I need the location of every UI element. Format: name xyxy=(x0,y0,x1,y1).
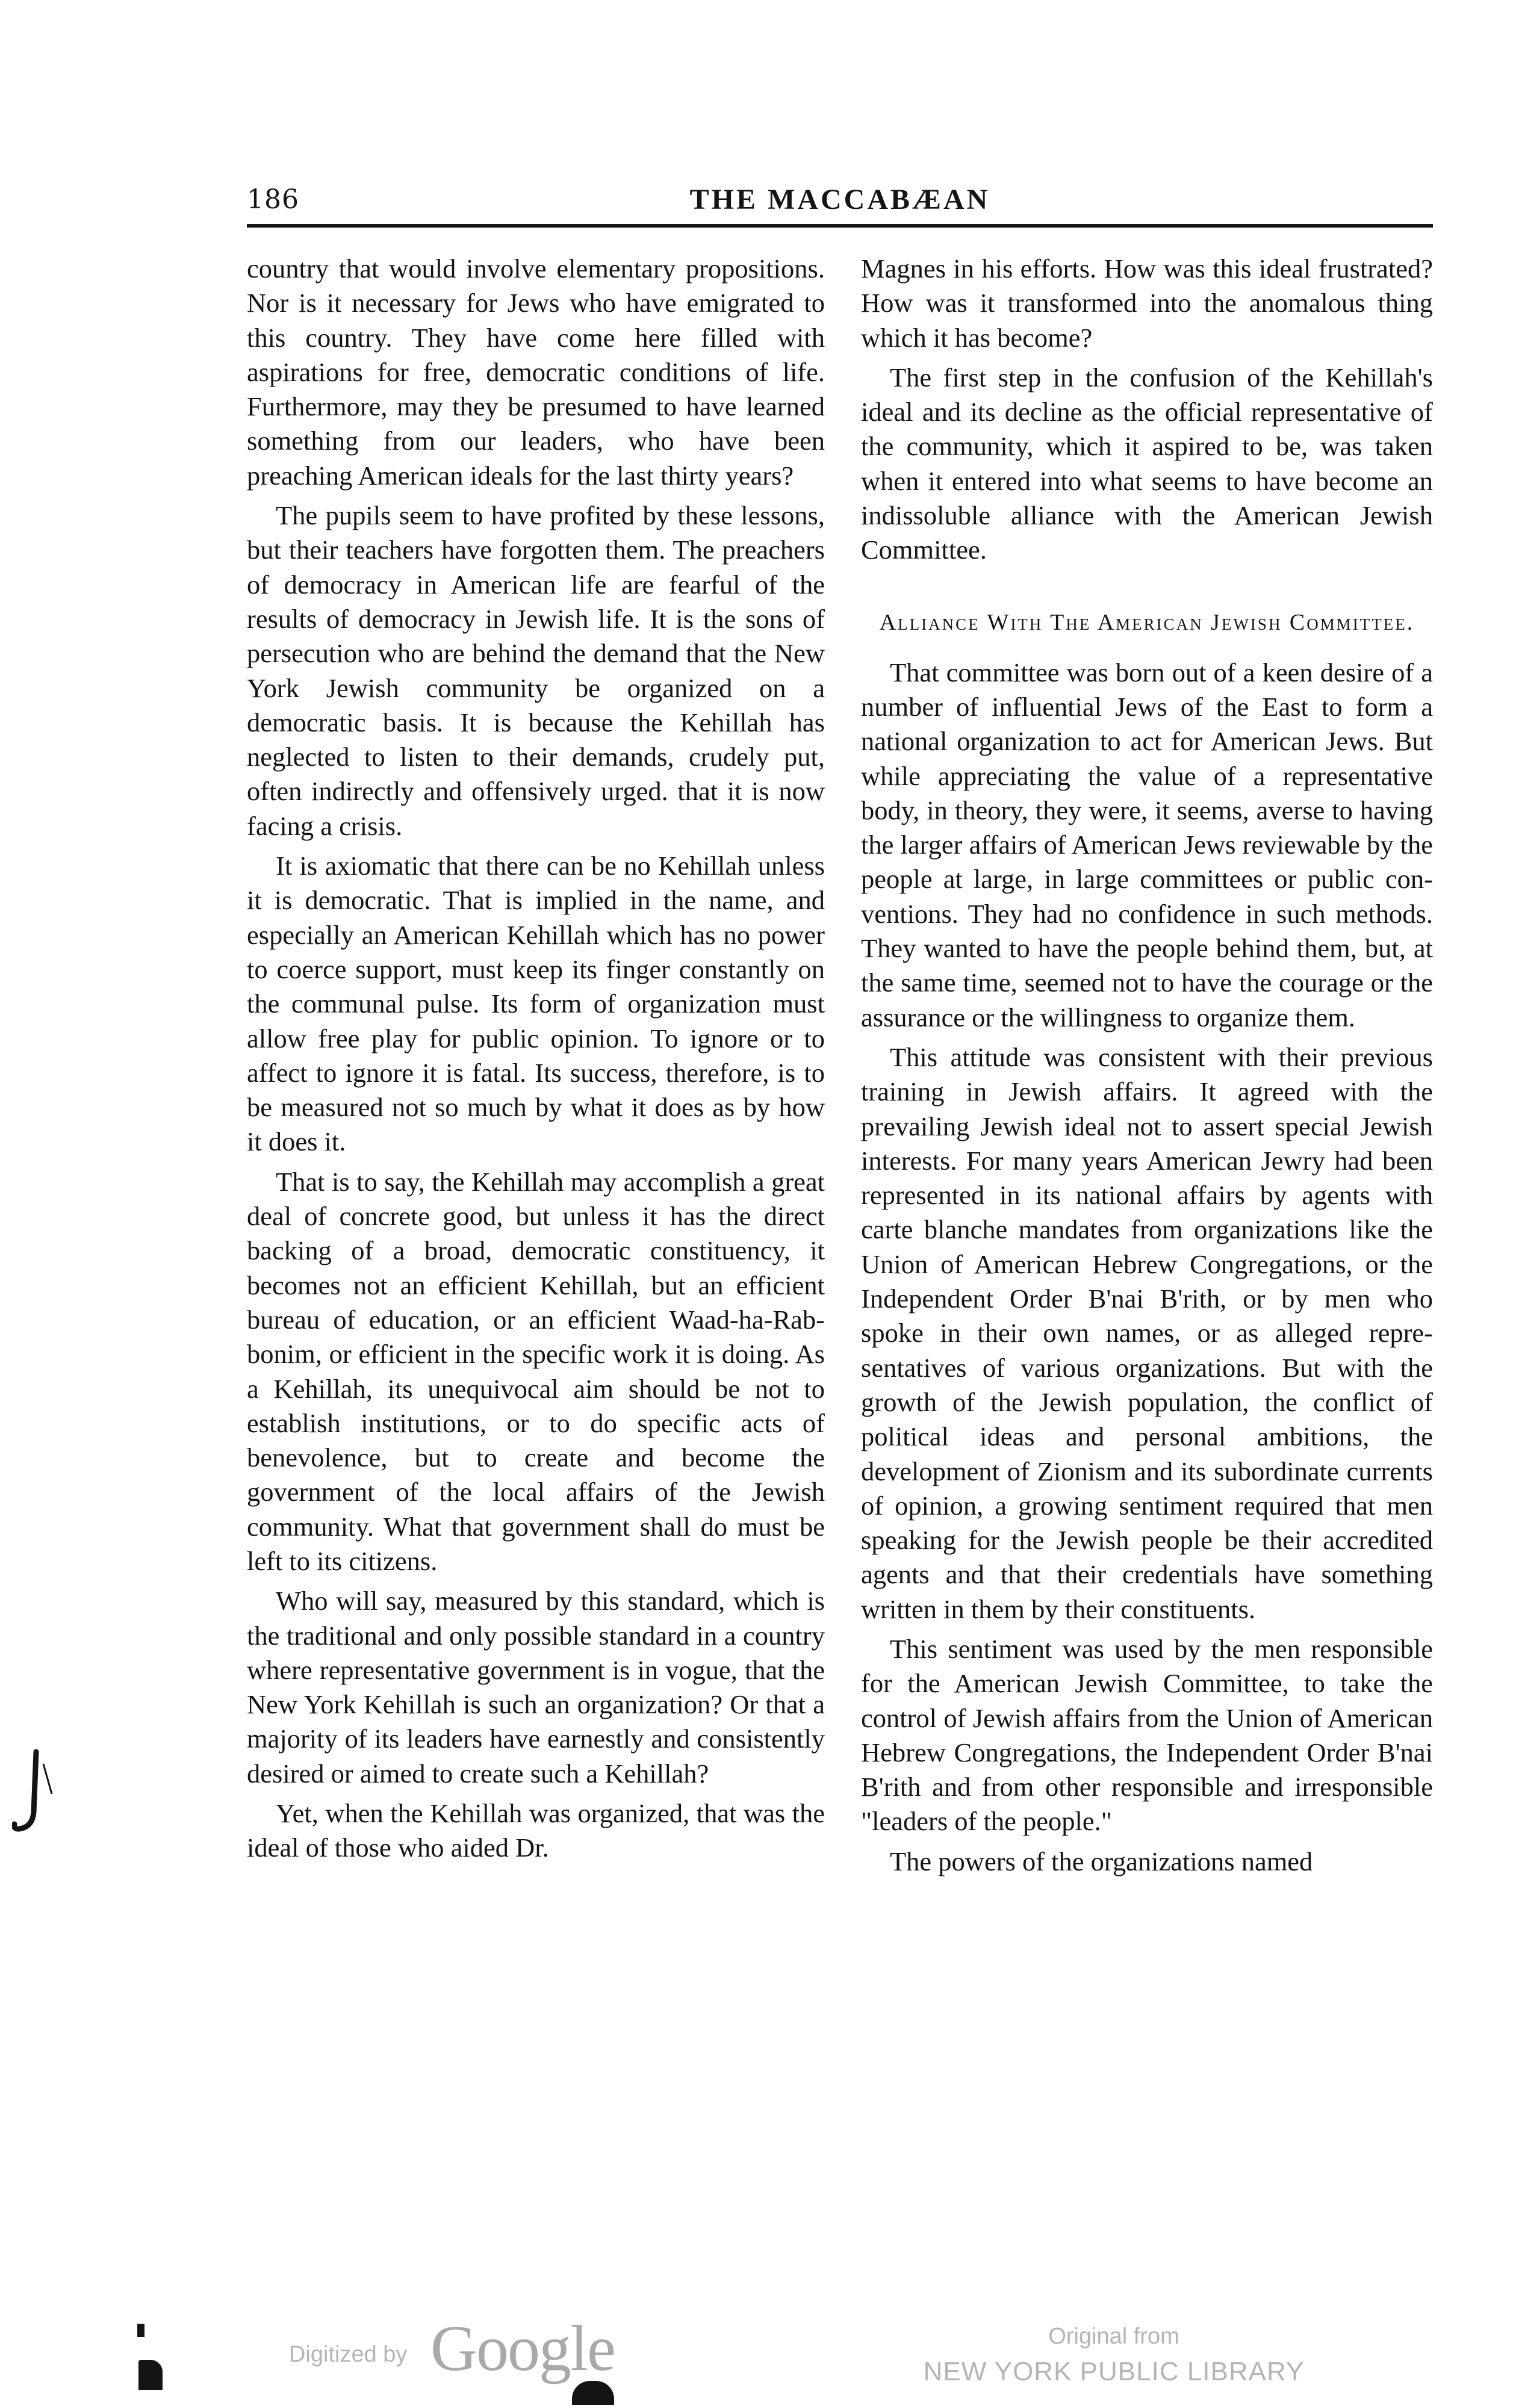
page-number: 186 xyxy=(247,184,299,215)
paragraph: country that would involve elementary propositions. Nor is it necessary for Jews who have emigrated to this country. They have come here filled with aspirations for free, democratic conditions of life. Furthermore, may they be presumed to have learned something from our leaders, who have been preaching American ideals for the last thirty years? xyxy=(247,253,825,491)
paragraph: Magnes in his efforts. How was this ideal frustrated? How was it transformed into the anomalous thing which it has become? xyxy=(861,253,1433,353)
right-column xyxy=(861,252,1433,1884)
paragraph: It is axiomatic that there can be no Kehillah unless it is democratic. That is implied in the name, and especially an American Kehillah which has no power to coerce support, must keep its finger constantly on the communal pulse. Its form of organization must allow free play for public opinion. To ignore or to affect to ignore it is fatal. Its success, therefore, is to be measured not so much by what it does as by how it does it. xyxy=(247,851,825,1157)
library-name: NEW YORK PUBLIC LIBRARY xyxy=(923,2357,1305,2386)
header-rule xyxy=(247,224,1433,228)
paragraph: That committee was born out of a keen desire of a number of influential Jews of the East to form a national organization to act for American Jews. But while appreciating the value of a representative body, in theory, they were, it seems, averse to having the larger affairs of American Jews reviewable by the people at large, in large committees or public conventions. They had no confidence in such methods. They wanted to have the people behind them, but, at the same time, seemed not to have the courage or the assurance or the willingness to organize them. xyxy=(861,657,1433,1032)
left-column xyxy=(247,252,825,1871)
paragraph: The first step in the confusion of the Kehillah's ideal and its decline as the official representative of the community, which it aspired to be, was taken when it entered into what seems to have become an indissoluble alliance with the American Jewish Committee. xyxy=(861,362,1433,565)
margin-pencil-mark xyxy=(12,1746,54,1842)
journal-title: THE MACCABÆAN xyxy=(689,184,990,216)
paragraph: Yet, when the Kehillah was organized, that was the ideal of those who aided Dr. xyxy=(247,1798,825,1863)
google-logo: Google xyxy=(430,2313,615,2385)
section-heading: Alliance With The American Jewish Committee. xyxy=(879,609,1415,635)
paragraph: This attitude was consistent with their previous training in Jewish affairs. It agreed with the prevailing Jewish ideal not to assert special Jewish interests. For many years American Jewry had been represented in its national affairs by agents with carte blanche mandates from organizations like the Union of American Hebrew Congregations, or the Independent Order B'nai B'rith, or by men who spoke in their own names, or as alleged representatives of various organizations. But with the growth of the Jewish population, the conflict of political ideas and personal ambitions, the development of Zionism and its subordinate currents of opinion, a growing sentiment required that men speaking for the Jewish people be their accredited agents and that their credentials have something written in them by their constituents. xyxy=(861,1041,1433,1624)
original-from-label: Original from xyxy=(1048,2324,1179,2349)
digitization-footer xyxy=(0,2227,1516,2408)
paragraph: The powers of the organizations named xyxy=(890,1846,1313,1876)
digitized-by-label: Digitized by xyxy=(289,2342,408,2367)
paragraph: The pupils seem to have profited by these lessons, but their teachers have forgotten them. The preachers of democracy in American life are fearful of the results of democracy in Jewish life. It is the sons of persecution who are behind the demand that the New York Jewish community be organized on a democratic basis. It is because the Kehillah has neglected to listen to their demands, crudely put, often indirectly and offensively urged. that it is now facing a crisis. xyxy=(247,500,825,841)
page-header xyxy=(247,181,1433,229)
paragraph: Who will say, measured by this standard, which is the traditional and only possible standard in a country where representative government is in vogue, that the New York Kehillah is such an organization? Or that a majority of its leaders have earnestly and consistently desired or aimed to create such a Kehillah? xyxy=(247,1586,825,1789)
paragraph: That is to say, the Kehillah may accomplish a great deal of concrete good, but unless it has the direct backing of a broad, democratic constituency, it becomes not an efficient Kehillah, but an efficient bureau of education, or an efficient Waad-ha-Rabbonim, or efficient in the specific work it is doing. As a Kehillah, its unequivocal aim should be not to establish institutions, or to do specific acts of benevolence, but to create and become the government of the local affairs of the Jewish community. What that government shall do must be left to its citizens. xyxy=(247,1166,825,1576)
paragraph: This sentiment was used by the men responsible for the American Jewish Committee, to take the control of Jewish affairs from the Union of American Hebrew Congregations, the Independent Order B'nai B'rith and from other responsible and irresponsible "leaders of the people." xyxy=(861,1633,1433,1837)
